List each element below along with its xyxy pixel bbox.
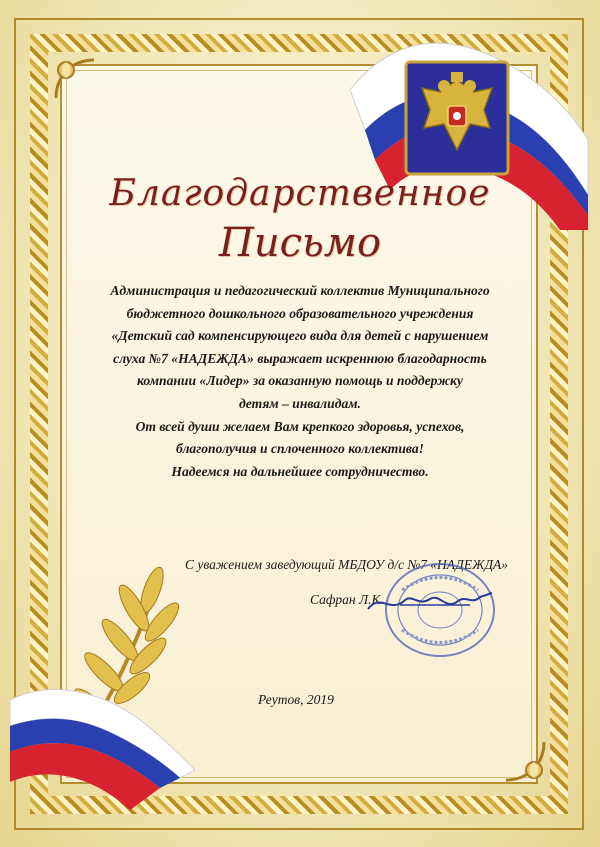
body-line: Администрация и педагогический коллектив Муниципального (110, 283, 490, 298)
document-title-line2: Письмо (218, 220, 382, 266)
body-line: «Детский сад компенсирующего вида для детей с нарушением (111, 328, 489, 344)
document-title-line1: Благодарственное (109, 173, 491, 214)
corner-ornament-icon (52, 56, 98, 102)
body-line: компании «Лидер» за оказанную помощь и поддержку (137, 373, 463, 389)
signature-icon (360, 583, 500, 619)
body-line: Надеемся на дальнейшее сотрудничество. (171, 463, 429, 479)
corner-ornament-icon (502, 738, 548, 784)
body-line: От всей души желаем Вам крепкого здоровья, успехов, (135, 418, 465, 434)
coat-of-arms-icon (402, 58, 512, 178)
letter-body (88, 280, 512, 483)
place-date: Реутов, 2019 (258, 692, 334, 707)
signer-name: Сафран Л.К. (310, 592, 384, 607)
body-line: детям – инвалидам. (239, 395, 361, 411)
flag-ribbon-bottom-icon (10, 660, 200, 830)
regards-line: С уважением заведующий МБДОУ д/с №7 «НАДЕЖДА» (185, 557, 509, 572)
body-line: слуха №7 «НАДЕЖДА» выражает искреннюю благодарность (113, 350, 487, 366)
body-line: благополучия и сплоченного коллектива! (176, 441, 424, 457)
body-line: бюджетного дошкольного образовательного учреждения (126, 305, 474, 321)
